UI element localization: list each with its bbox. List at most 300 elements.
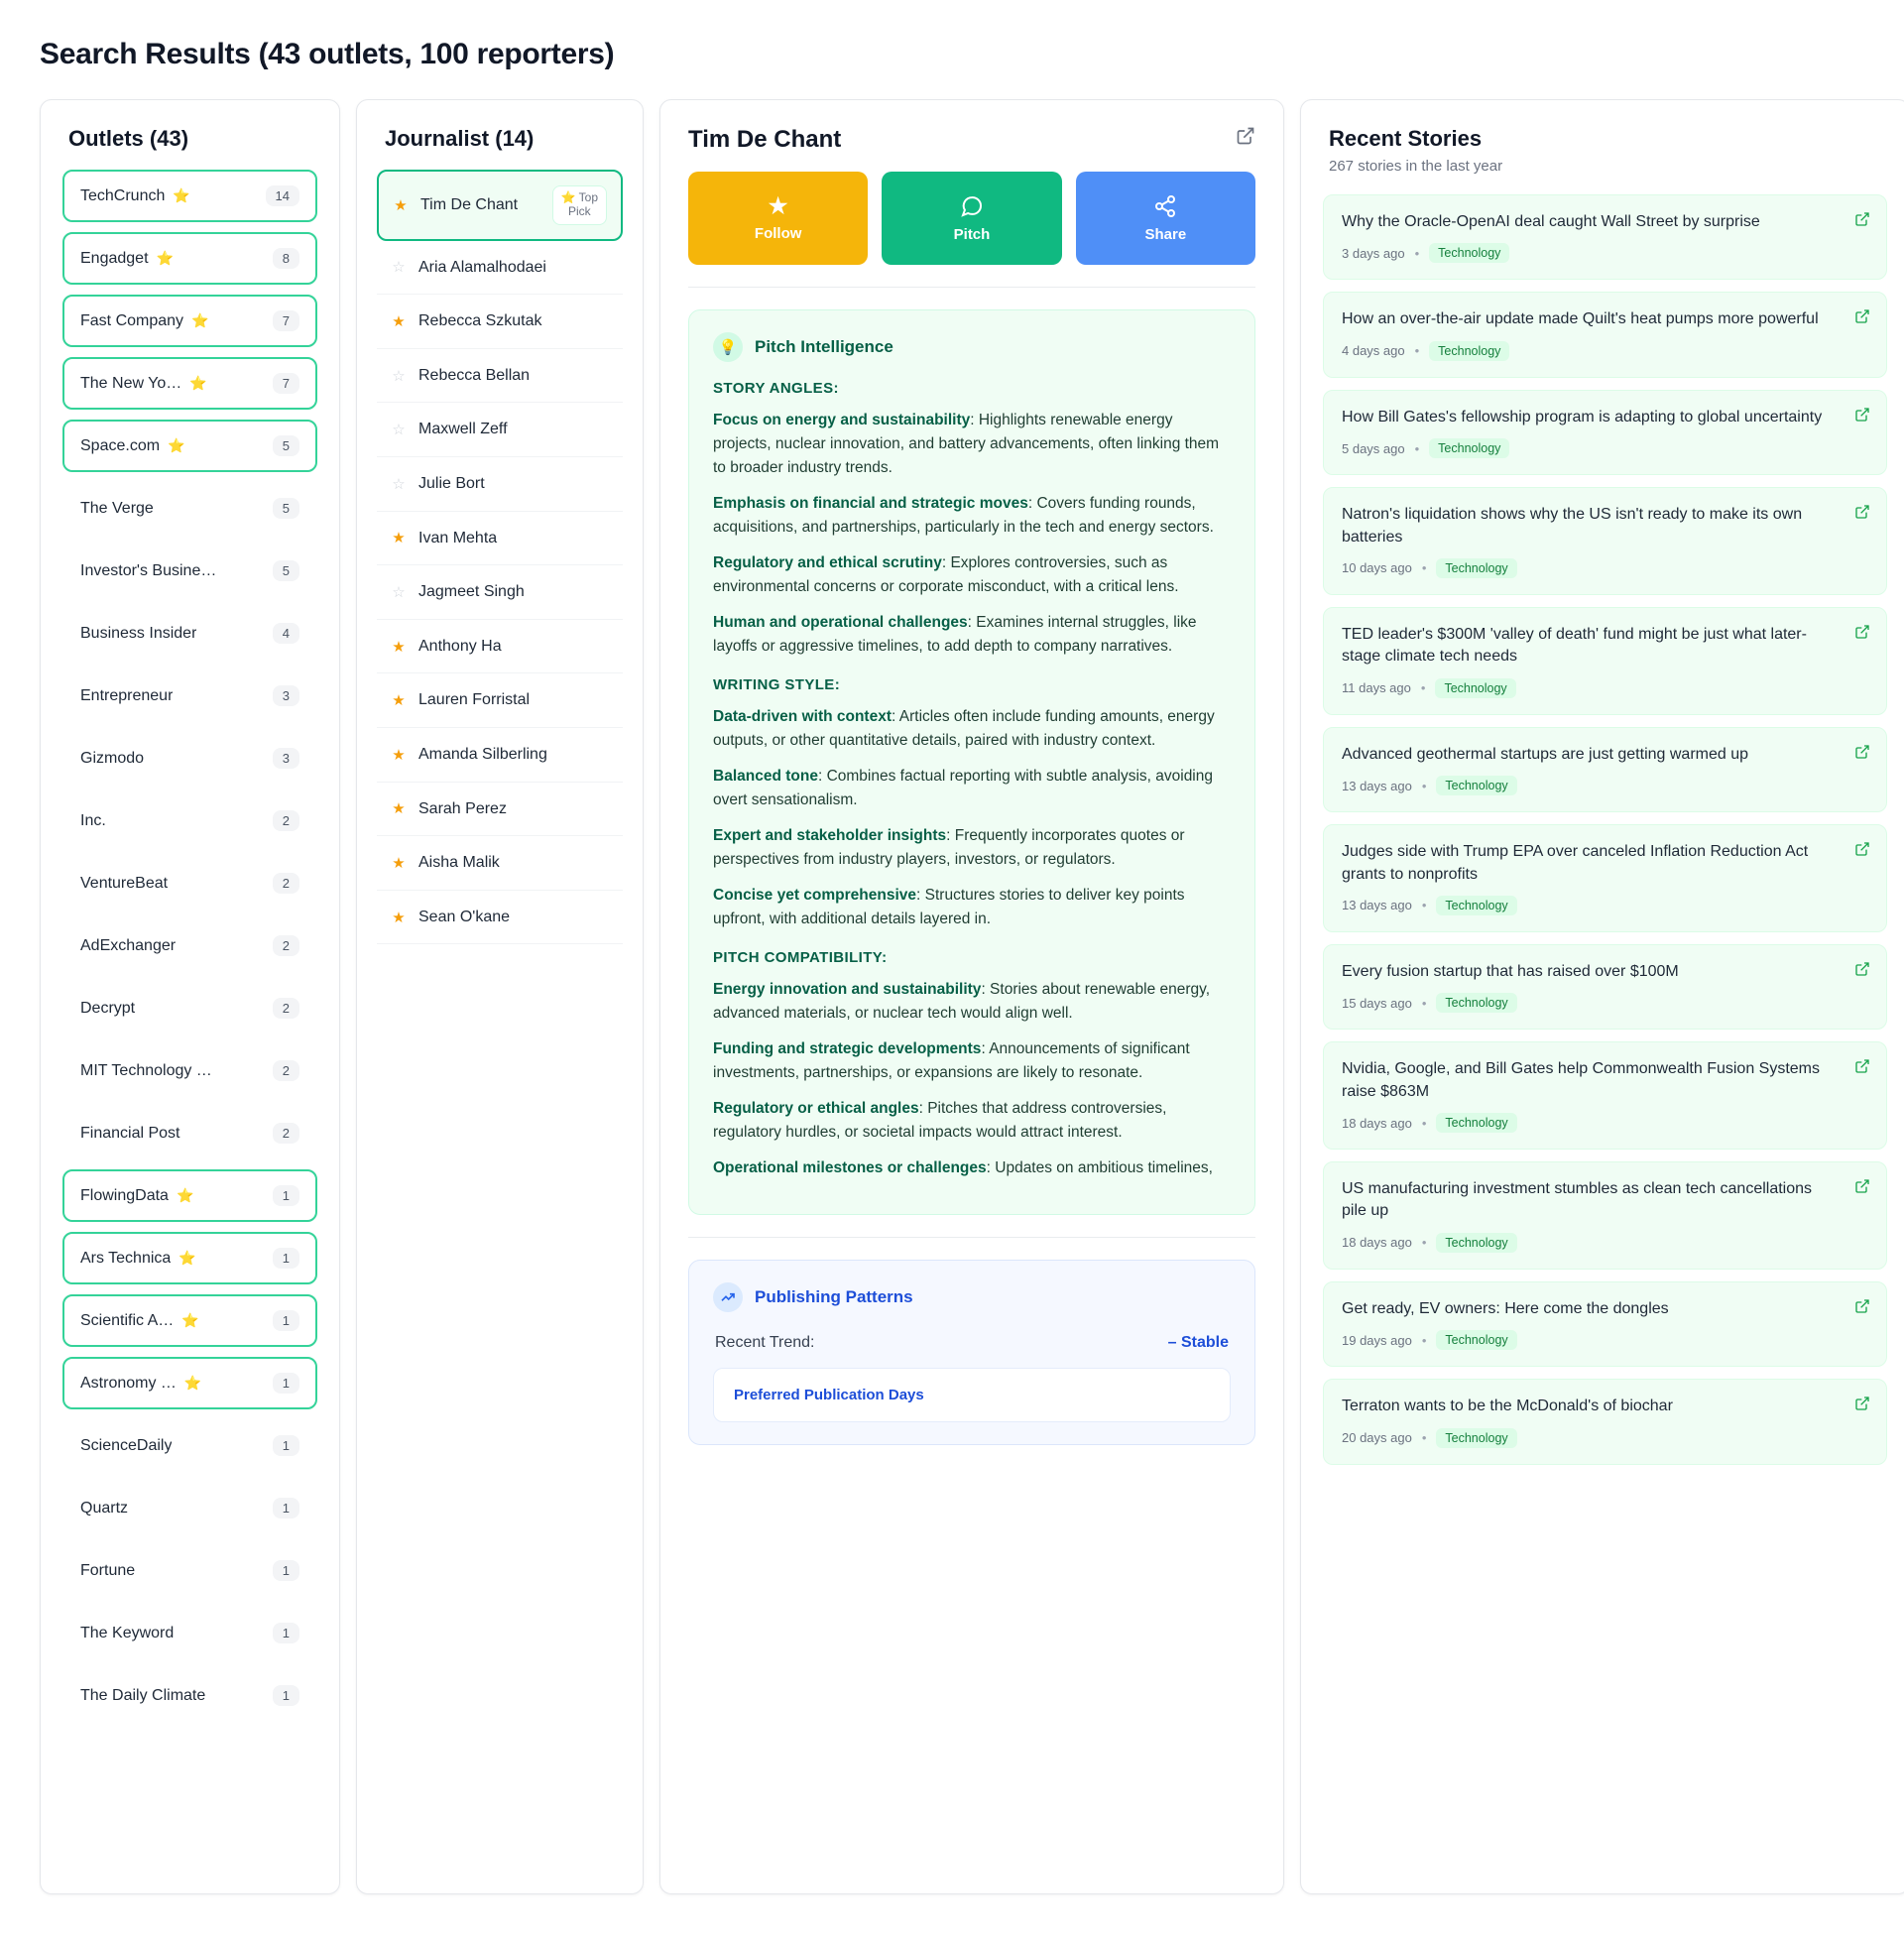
- insight-bullet: [713, 1097, 1231, 1145]
- outlet-row[interactable]: [62, 1482, 317, 1534]
- insight-bullet: [713, 884, 1231, 931]
- outlet-row-left: [80, 687, 173, 705]
- journalist-row[interactable]: [377, 349, 623, 404]
- meta-separator-dot: •: [1421, 898, 1427, 913]
- outlet-row[interactable]: [62, 420, 317, 472]
- story-title: Advanced geothermal startups are just getting warmed up: [1342, 745, 1749, 763]
- writing-style-list: [713, 705, 1231, 931]
- outlet-row[interactable]: [62, 1169, 317, 1222]
- story-title: Natron's liquidation shows why the US isn't ready to make its own batteries: [1342, 506, 1803, 546]
- story-title: Terraton wants to be the McDonald's of biochar: [1342, 1397, 1673, 1415]
- journalist-row[interactable]: [377, 512, 623, 566]
- outlet-name: Scientific A…: [80, 1311, 175, 1329]
- star-icon: ⭐: [156, 250, 174, 266]
- meta-separator-dot: •: [1414, 245, 1420, 261]
- outlet-row-left: [80, 250, 174, 268]
- open-external-icon[interactable]: [1854, 1058, 1870, 1074]
- outlet-row[interactable]: [62, 857, 317, 910]
- follow-button[interactable]: [688, 172, 868, 265]
- journalist-name: Sarah Perez: [418, 799, 507, 817]
- journalist-row[interactable]: [377, 403, 623, 457]
- outlet-count-badge: 1: [273, 1435, 299, 1456]
- recent-trend-row: [713, 1330, 1231, 1368]
- insight-bullet-lead: Concise yet comprehensive: [713, 887, 917, 905]
- profile-name: Tim De Chant: [688, 126, 842, 153]
- story-age: 19 days ago: [1342, 1332, 1412, 1348]
- outlet-count-badge: 1: [273, 1685, 299, 1706]
- journalist-profile-panel: [659, 99, 1284, 1894]
- follow-label: Follow: [754, 224, 802, 242]
- outlet-row[interactable]: [62, 1669, 317, 1722]
- journalist-name: Amanda Silberling: [418, 745, 547, 763]
- insight-bullet-lead: Human and operational challenges: [713, 614, 968, 632]
- star-icon: ⭐: [176, 1187, 194, 1203]
- insight-bullet-text: : Stories about renewable energy, advanced materials, or nuclear tech would align well.: [713, 981, 1211, 1023]
- meta-separator-dot: •: [1414, 343, 1420, 359]
- story-meta: [1342, 1330, 1868, 1350]
- outlet-row-left: [80, 562, 216, 580]
- insight-bullet-text: : Announcements of significant investments, partnerships, or expansions are likely to resonate.: [713, 1040, 1190, 1082]
- story-tag: Technology: [1436, 776, 1516, 795]
- outlet-row[interactable]: [62, 732, 317, 785]
- pitch-button[interactable]: [882, 172, 1061, 265]
- outlet-row[interactable]: [62, 607, 317, 660]
- outlet-row-left: [80, 1062, 212, 1080]
- star-filled-icon[interactable]: ★: [392, 800, 406, 818]
- story-age: 4 days ago: [1342, 343, 1405, 359]
- insight-bullet-lead: Energy innovation and sustainability: [713, 981, 982, 999]
- pitch-intelligence-title: Pitch Intelligence: [755, 337, 893, 356]
- chat-bubble-icon: [960, 194, 984, 218]
- insight-bullet-text: : Covers funding rounds, acquisitions, and partnerships, particularly in the tech and energy sectors.: [713, 495, 1214, 537]
- journalist-row[interactable]: [377, 241, 623, 296]
- story-tag: Technology: [1429, 341, 1509, 361]
- story-meta: [1342, 438, 1868, 458]
- journalist-name: Lauren Forristal: [418, 691, 531, 709]
- outlet-row[interactable]: [62, 545, 317, 597]
- outlet-name: Financial Post: [80, 1124, 180, 1142]
- outlet-name: Decrypt: [80, 999, 136, 1017]
- story-age: 18 days ago: [1342, 1115, 1412, 1131]
- outlet-row-left: [80, 1687, 205, 1705]
- top-pick-badge: ⭐ Top Pick: [552, 185, 607, 225]
- outlet-row-left: [80, 1312, 199, 1330]
- journalist-row[interactable]: [377, 673, 623, 728]
- journalists-header: Journalist (14): [385, 126, 535, 151]
- outlet-name: Fortune: [80, 1561, 136, 1579]
- outlet-count-badge: 3: [273, 748, 299, 769]
- story-card[interactable]: [1323, 727, 1887, 812]
- outlet-count-badge: 7: [273, 373, 299, 394]
- story-tag: Technology: [1436, 558, 1516, 578]
- insight-bullet-text: : Examines internal struggles, like layoffs or aggressive timelines, to add depth to company narratives.: [713, 614, 1197, 656]
- outlets-header: Outlets (43): [68, 126, 189, 151]
- recent-stories-header: [1301, 100, 1904, 181]
- meta-separator-dot: •: [1421, 1235, 1427, 1251]
- journalist-row[interactable]: [377, 295, 623, 349]
- insight-bullet: [713, 611, 1231, 659]
- outlet-row-left: [80, 1562, 135, 1580]
- story-card[interactable]: [1323, 1379, 1887, 1464]
- journalist-name: Maxwell Zeff: [418, 421, 508, 438]
- outlet-name: Investor's Busine…: [80, 561, 217, 579]
- story-tag: Technology: [1435, 678, 1515, 698]
- journalist-row[interactable]: [377, 170, 623, 241]
- insight-bullet: [713, 978, 1231, 1026]
- outlet-count-badge: 2: [273, 1060, 299, 1081]
- journalist-name: Aisha Malik: [418, 854, 500, 872]
- star-filled-icon[interactable]: ★: [392, 854, 406, 872]
- insight-bullet-lead: Regulatory or ethical angles: [713, 1100, 919, 1118]
- outlet-row-left: [80, 625, 196, 643]
- outlet-count-badge: 1: [273, 1623, 299, 1643]
- star-outline-icon[interactable]: ☆: [392, 259, 406, 277]
- open-external-icon[interactable]: [1854, 407, 1870, 423]
- journalist-row[interactable]: [377, 783, 623, 837]
- story-tag: Technology: [1436, 993, 1516, 1013]
- open-external-icon[interactable]: [1236, 126, 1255, 146]
- star-outline-icon[interactable]: ☆: [392, 475, 406, 493]
- outlet-count-badge: 5: [273, 560, 299, 581]
- outlet-name: Entrepreneur: [80, 686, 174, 704]
- outlet-row[interactable]: [62, 1294, 317, 1347]
- outlet-count-badge: 7: [273, 310, 299, 331]
- insight-bullet: [713, 1156, 1231, 1180]
- outlet-count-badge: 14: [266, 185, 299, 206]
- outlet-row[interactable]: [62, 295, 317, 347]
- story-meta: [1342, 1233, 1868, 1253]
- pitch-label: Pitch: [953, 225, 991, 243]
- outlet-row[interactable]: [62, 919, 317, 972]
- open-external-icon[interactable]: [1854, 744, 1870, 760]
- recent-trend-label: Recent Trend:: [715, 1334, 815, 1352]
- meta-separator-dot: •: [1421, 778, 1427, 793]
- story-age: 10 days ago: [1342, 560, 1412, 576]
- publishing-patterns-panel: [688, 1260, 1255, 1445]
- journalists-panel: [356, 99, 644, 1894]
- outlet-count-badge: 2: [273, 873, 299, 894]
- insight-bullet-text: : Frequently incorporates quotes or perspectives from industry players, investors, or regulators.: [713, 827, 1185, 869]
- outlet-row-left: [80, 750, 144, 768]
- story-angles-list: [713, 409, 1231, 659]
- story-tag: Technology: [1436, 1330, 1516, 1350]
- pitch-intelligence-title-row: [713, 332, 1231, 362]
- outlet-row-left: [80, 1250, 196, 1268]
- journalist-name: Julie Bort: [418, 474, 485, 492]
- outlet-count-badge: 3: [273, 685, 299, 706]
- outlet-row-left: [80, 437, 184, 455]
- outlet-count-badge: 2: [273, 998, 299, 1019]
- story-tag: Technology: [1436, 1113, 1516, 1133]
- story-age: 18 days ago: [1342, 1235, 1412, 1251]
- outlet-name: Space.com: [80, 436, 161, 454]
- star-filled-icon[interactable]: ★: [392, 312, 406, 330]
- outlet-row-left: [80, 375, 207, 393]
- journalist-name: Sean O'kane: [418, 908, 511, 925]
- outlet-row[interactable]: [62, 357, 317, 410]
- story-title: How an over-the-air update made Quilt's heat pumps more powerful: [1342, 310, 1819, 328]
- story-age: 3 days ago: [1342, 245, 1405, 261]
- journalist-row[interactable]: [377, 565, 623, 620]
- insight-bullet-lead: Focus on energy and sustainability: [713, 412, 971, 428]
- outlet-count-badge: 1: [273, 1498, 299, 1519]
- preferred-days-label: Preferred Publication Days: [713, 1368, 1231, 1422]
- meta-separator-dot: •: [1421, 560, 1427, 576]
- meta-separator-dot: •: [1421, 1430, 1427, 1446]
- story-card[interactable]: [1323, 390, 1887, 475]
- pitch-compatibility-list: [713, 978, 1231, 1180]
- outlet-name: The Keyword: [80, 1624, 175, 1641]
- journalists-list: [357, 170, 643, 964]
- results-columns: [40, 99, 1864, 1894]
- story-title: Every fusion startup that has raised over $100M: [1342, 962, 1679, 980]
- outlet-count-badge: 1: [273, 1185, 299, 1206]
- publishing-patterns-title-row: [713, 1282, 1231, 1312]
- recent-stories-subtitle: 267 stories in the last year: [1329, 158, 1503, 175]
- outlet-row[interactable]: [62, 1357, 317, 1409]
- outlet-count-badge: 5: [273, 498, 299, 519]
- outlet-name: Business Insider: [80, 624, 197, 642]
- outlet-row-left: [80, 1500, 128, 1518]
- meta-separator-dot: •: [1421, 1115, 1427, 1131]
- outlet-row[interactable]: [62, 1044, 317, 1097]
- story-card[interactable]: [1323, 194, 1887, 280]
- insight-bullet-lead: Emphasis on financial and strategic moves: [713, 495, 1028, 513]
- page-title: Search Results (43 outlets, 100 reporters): [40, 38, 615, 70]
- outlet-name: MIT Technology …: [80, 1061, 212, 1079]
- insight-bullet-text: : Structures stories to deliver key points upfront, with additional details layered in.: [713, 887, 1185, 928]
- insight-bullet-text: : Explores controversies, such as environmental concerns or corporate misconduct, with a critical lens.: [713, 554, 1179, 596]
- outlet-row[interactable]: [62, 232, 317, 285]
- story-meta: [1342, 993, 1868, 1013]
- outlet-name: VentureBeat: [80, 874, 169, 892]
- insight-bullet: [713, 551, 1231, 599]
- insight-bullet-text: : Combines factual reporting with subtle analysis, avoiding overt sensationalism.: [713, 768, 1213, 809]
- star-filled-icon[interactable]: ★: [392, 692, 406, 710]
- outlet-name: Ars Technica: [80, 1249, 172, 1267]
- story-title: US manufacturing investment stumbles as clean tech cancellations pile up: [1342, 1180, 1813, 1220]
- story-title: Judges side with Trump EPA over canceled Inflation Reduction Act grants to nonprofits: [1342, 843, 1809, 883]
- story-meta: [1342, 776, 1868, 795]
- story-age: 11 days ago: [1342, 680, 1411, 696]
- outlet-count-badge: 1: [273, 1310, 299, 1331]
- story-angles-label: STORY ANGLES:: [713, 380, 839, 397]
- insight-bullet: [713, 765, 1231, 812]
- star-outline-icon[interactable]: ☆: [392, 583, 406, 601]
- journalist-row[interactable]: [377, 620, 623, 674]
- outlet-row[interactable]: [62, 482, 317, 535]
- outlet-name: The Daily Climate: [80, 1686, 206, 1704]
- outlet-row-left: [80, 875, 168, 893]
- outlet-row-left: [80, 937, 176, 955]
- star-icon: ⭐: [189, 375, 207, 391]
- story-tag: Technology: [1429, 438, 1509, 458]
- outlet-count-badge: 4: [273, 623, 299, 644]
- outlet-name: TechCrunch: [80, 186, 166, 204]
- outlet-name: ScienceDaily: [80, 1436, 173, 1454]
- outlet-row-left: [80, 1125, 180, 1143]
- open-external-icon[interactable]: [1854, 1298, 1870, 1314]
- star-icon: ⭐: [168, 437, 185, 453]
- meta-separator-dot: •: [1421, 1332, 1427, 1348]
- story-card[interactable]: [1323, 1161, 1887, 1270]
- story-title: Nvidia, Google, and Bill Gates help Commonwealth Fusion Systems raise $863M: [1342, 1060, 1820, 1100]
- insight-bullet-lead: Regulatory and ethical scrutiny: [713, 554, 942, 572]
- journalist-name: Ivan Mehta: [418, 529, 498, 547]
- story-age: 13 days ago: [1342, 778, 1412, 793]
- story-card[interactable]: [1323, 487, 1887, 595]
- insight-bullet: [713, 492, 1231, 540]
- story-meta: [1342, 678, 1868, 698]
- star-filled-icon[interactable]: ★: [392, 909, 406, 926]
- outlet-count-badge: 2: [273, 810, 299, 831]
- insight-bullet-text: : Pitches that address controversies, regulatory hurdles, or societal impacts would attract interest.: [713, 1100, 1167, 1142]
- story-age: 13 days ago: [1342, 898, 1412, 913]
- story-title: TED leader's $300M 'valley of death' fund might be just what later-stage climate tech needs: [1342, 625, 1807, 666]
- trending-up-icon: [713, 1282, 743, 1312]
- meta-separator-dot: •: [1414, 440, 1420, 456]
- outlet-count-badge: 8: [273, 248, 299, 269]
- open-external-icon[interactable]: [1854, 1178, 1870, 1194]
- meta-separator-dot: •: [1420, 680, 1426, 696]
- publishing-patterns-title: Publishing Patterns: [755, 1287, 913, 1307]
- outlets-panel: [40, 99, 340, 1894]
- star-outline-icon[interactable]: ☆: [392, 367, 406, 385]
- star-outline-icon[interactable]: ☆: [392, 422, 406, 439]
- profile-header: [660, 100, 1283, 158]
- outlet-name: Inc.: [80, 811, 106, 829]
- insight-bullet-text: : Articles often include funding amounts, energy outputs, or other quantitative details, paired with industry context.: [713, 708, 1215, 750]
- insight-bullet-lead: Expert and stakeholder insights: [713, 827, 947, 845]
- open-external-icon[interactable]: [1854, 1396, 1870, 1411]
- outlet-count-badge: 2: [273, 935, 299, 956]
- story-age: 20 days ago: [1342, 1430, 1412, 1446]
- story-tag: Technology: [1436, 896, 1516, 915]
- outlet-name: Engadget: [80, 249, 149, 267]
- insight-bullet-lead: Data-driven with context: [713, 708, 892, 726]
- open-external-icon[interactable]: [1854, 624, 1870, 640]
- outlet-name: Fast Company: [80, 311, 184, 329]
- journalist-row[interactable]: [377, 836, 623, 891]
- share-label: Share: [1144, 225, 1187, 243]
- insight-bullet-lead: Funding and strategic developments: [713, 1040, 982, 1058]
- open-external-icon[interactable]: [1854, 841, 1870, 857]
- outlet-row-left: [80, 1625, 174, 1642]
- story-title: How Bill Gates's fellowship program is adapting to global uncertainty: [1342, 408, 1823, 425]
- insight-bullet-text: : Updates on ambitious timelines,: [986, 1159, 1213, 1177]
- recent-trend-value: – Stable: [1167, 1334, 1229, 1352]
- story-meta: [1342, 1428, 1868, 1448]
- outlet-row[interactable]: [62, 1419, 317, 1472]
- journalist-name: Aria Alamalhodaei: [418, 258, 546, 276]
- story-tag: Technology: [1436, 1233, 1516, 1253]
- journalist-row[interactable]: [377, 728, 623, 783]
- story-age: 15 days ago: [1342, 995, 1412, 1011]
- outlet-count-badge: 1: [273, 1248, 299, 1269]
- journalist-row[interactable]: [377, 891, 623, 945]
- story-tag: Technology: [1436, 1428, 1516, 1448]
- star-filled-icon[interactable]: ★: [394, 196, 408, 214]
- outlet-row-left: [80, 312, 208, 330]
- story-card[interactable]: [1323, 944, 1887, 1030]
- outlet-row-left: [80, 812, 106, 830]
- story-title: Get ready, EV owners: Here come the dongles: [1342, 1299, 1669, 1317]
- story-card[interactable]: [1323, 292, 1887, 377]
- star-filled-icon[interactable]: ★: [392, 530, 406, 547]
- meta-separator-dot: •: [1421, 995, 1427, 1011]
- insight-bullet-lead: Balanced tone: [713, 768, 818, 786]
- story-meta: [1342, 341, 1868, 361]
- open-external-icon[interactable]: [1854, 504, 1870, 520]
- star-icon: ⭐: [181, 1312, 199, 1328]
- outlet-row-left: [80, 1437, 172, 1455]
- pitch-compatibility-label: PITCH COMPATIBILITY:: [713, 949, 888, 967]
- profile-actions: [660, 158, 1283, 287]
- lightbulb-icon: 💡: [713, 332, 743, 362]
- story-card[interactable]: [1323, 1281, 1887, 1367]
- stories-list: [1301, 181, 1904, 1497]
- outlet-row[interactable]: [62, 669, 317, 722]
- star-filled-icon[interactable]: ★: [392, 638, 406, 656]
- journalist-name: Tim De Chant: [420, 196, 519, 213]
- story-card[interactable]: [1323, 824, 1887, 932]
- outlet-row[interactable]: [62, 170, 317, 222]
- outlet-count-badge: 2: [273, 1123, 299, 1144]
- outlet-row[interactable]: [62, 1232, 317, 1284]
- outlet-row-left: [80, 187, 190, 205]
- star-icon: ⭐: [191, 312, 209, 328]
- open-external-icon[interactable]: [1854, 308, 1870, 324]
- journalist-name: Rebecca Szkutak: [418, 312, 542, 330]
- open-external-icon[interactable]: [1854, 211, 1870, 227]
- open-external-icon[interactable]: [1854, 961, 1870, 977]
- story-meta: [1342, 896, 1868, 915]
- star-icon: ⭐: [183, 1375, 202, 1391]
- story-meta: [1342, 558, 1868, 578]
- outlet-name: FlowingData: [80, 1186, 169, 1204]
- story-age: 5 days ago: [1342, 440, 1405, 456]
- star-filled-icon[interactable]: ★: [392, 746, 406, 764]
- journalist-name: Jagmeet Singh: [418, 583, 525, 601]
- story-card[interactable]: [1323, 1041, 1887, 1150]
- story-card[interactable]: [1323, 607, 1887, 715]
- insight-bullet: [713, 824, 1231, 872]
- outlet-row-left: [80, 1187, 193, 1205]
- outlet-name: Astronomy …: [80, 1374, 177, 1392]
- insight-bullet-lead: Operational milestones or challenges: [713, 1159, 987, 1177]
- pitch-intelligence-panel: [688, 309, 1255, 1215]
- outlet-row[interactable]: [62, 1544, 317, 1597]
- outlet-name: The New Yo…: [80, 374, 182, 392]
- journalist-row[interactable]: [377, 457, 623, 512]
- outlet-row[interactable]: [62, 982, 317, 1034]
- recent-stories-panel: [1300, 99, 1904, 1894]
- insight-bullet: [713, 1037, 1231, 1085]
- share-icon: [1153, 194, 1177, 218]
- story-tag: Technology: [1429, 243, 1509, 263]
- outlet-row[interactable]: [62, 1607, 317, 1659]
- outlet-row[interactable]: [62, 1107, 317, 1159]
- outlet-count-badge: 1: [273, 1373, 299, 1394]
- profile-divider-2: [688, 1237, 1255, 1238]
- share-button[interactable]: [1076, 172, 1255, 265]
- profile-divider: [688, 287, 1255, 288]
- insight-bullet-text: : Highlights renewable energy projects, nuclear innovation, and battery advancements, often linking them to broader industry trends.: [713, 412, 1220, 477]
- journalist-name: Anthony Ha: [418, 637, 502, 655]
- outlet-row-left: [80, 1375, 201, 1393]
- outlet-row[interactable]: [62, 794, 317, 847]
- star-icon: ⭐: [178, 1250, 196, 1266]
